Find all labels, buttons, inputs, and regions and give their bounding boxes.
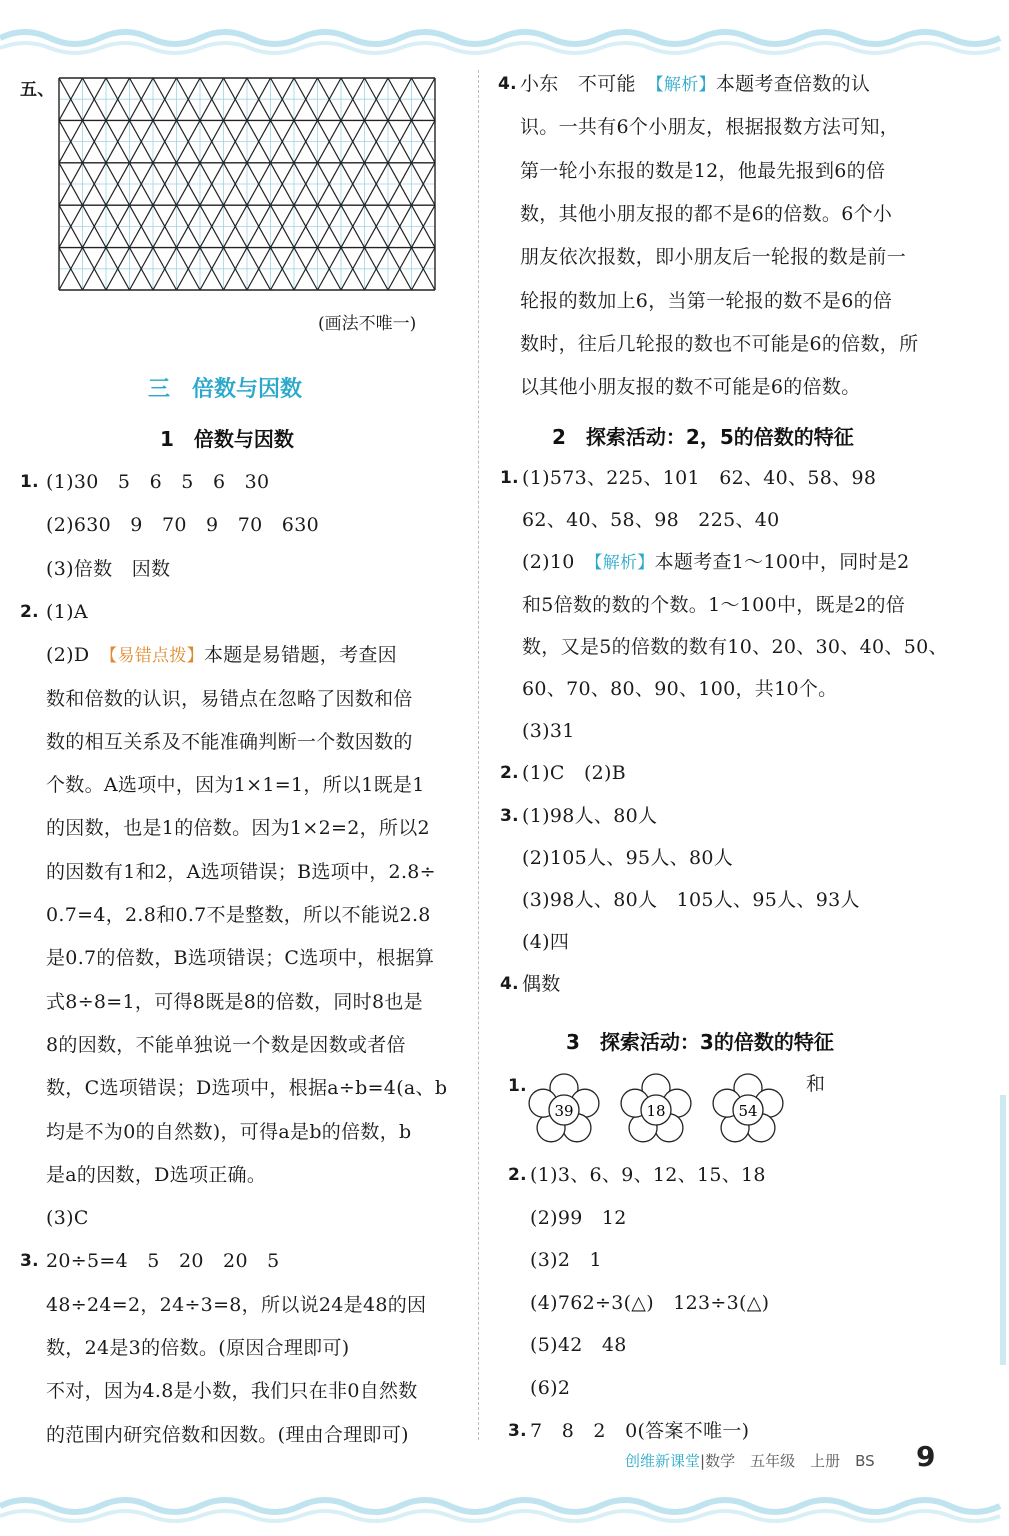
answer-line <box>46 1423 409 1447</box>
answer-line <box>46 860 436 884</box>
triangle-grid-figure <box>57 76 437 292</box>
answer-text: 不对，因为4.8是小数，我们只在非0自然数 <box>46 1380 418 1403</box>
answer-line <box>522 466 876 490</box>
section-2-title: 2 探索活动：2，5的倍数的特征 <box>552 425 854 449</box>
answer-text: (3)倍数 因数 <box>46 557 171 580</box>
answer-line <box>522 719 575 743</box>
answer-text: (5)42 48 <box>530 1334 627 1357</box>
answer-line <box>46 990 423 1014</box>
answer-line <box>520 245 906 269</box>
answer-text: (2)630 9 70 9 70 630 <box>46 514 319 537</box>
answer-line <box>46 1336 350 1360</box>
answer-text: 20÷5=4 5 20 20 5 <box>46 1250 280 1273</box>
question-number: 2. <box>500 763 519 784</box>
section-1-title: 1 倍数与因数 <box>160 427 294 451</box>
answer-line <box>522 972 561 996</box>
answer-text: 数，又是5的倍数的数有10、20、30、40、50、 <box>522 635 948 658</box>
answer-text: 的因数，也是1的倍数。因为1×2=2，所以2 <box>46 817 430 840</box>
answer-line <box>46 1206 89 1230</box>
answer-line <box>522 804 657 828</box>
answer-line <box>522 761 626 785</box>
bottom-wave-decoration <box>0 1488 1009 1532</box>
flower-figures <box>516 1068 786 1150</box>
q5-label: 五、 <box>20 80 55 100</box>
answer-line <box>530 1248 602 1272</box>
answer-text: 本题考查倍数的认 <box>715 73 871 95</box>
answer-text: (6)2 <box>530 1377 571 1399</box>
answer-text: (3)2 1 <box>530 1249 602 1272</box>
answer-line <box>46 903 431 927</box>
analysis-tag: 【解析】 <box>593 553 655 574</box>
answer-text: 数时，往后几轮报的数也不可能是6的倍数，所 <box>520 332 919 355</box>
answer-line <box>520 159 885 183</box>
answer-text: 数，24是3的倍数。(原因合理即可) <box>46 1337 350 1359</box>
page-footer <box>625 1450 875 1471</box>
answer-line <box>46 1076 447 1100</box>
answer-line <box>46 643 397 668</box>
answer-text: 偶数 <box>522 973 561 996</box>
answer-line <box>520 72 870 97</box>
answer-line <box>46 1163 266 1187</box>
answer-line <box>522 635 948 659</box>
answer-prefix: (2)10 <box>522 551 594 574</box>
answer-text: 是a的因数，D选项正确。 <box>46 1163 267 1186</box>
answer-text: 数和倍数的认识，易错点在忽略了因数和倍 <box>46 687 413 710</box>
answer-text: (1)C (2)B <box>522 762 627 785</box>
flower-number: 39 <box>554 1102 574 1120</box>
answer-text: (4)762÷3(△) 123÷3(△) <box>530 1291 770 1314</box>
answer-text: 的因数有1和2，A选项错误；B选项中，2.8÷ <box>46 860 436 883</box>
drawing-note: (画法不唯一) <box>318 314 417 334</box>
answer-line <box>46 1033 406 1057</box>
answer-line <box>520 202 892 226</box>
question-number: 1. <box>20 472 39 492</box>
question-number: 3. <box>500 805 519 826</box>
answer-text: 第一轮小东报的数是12，他最先报到6的倍 <box>520 159 886 182</box>
answer-text: 以其他小朋友报的数不可能是6的倍数。 <box>520 376 861 399</box>
answer-text: (1)A <box>46 600 88 623</box>
answer-line <box>46 600 88 624</box>
answer-text: (3)31 <box>522 720 575 743</box>
answer-text: 48÷24=2，24÷3=8，所以说24是48的因 <box>46 1293 427 1316</box>
analysis-tag: 【解析】 <box>655 75 716 95</box>
answer-text: (4)四 <box>522 931 570 954</box>
answer-text: 的范围内研究倍数和因数。(理由合理即可) <box>46 1423 409 1446</box>
answer-text: 轮报的数加上6，当第一轮报的数不是6的倍 <box>520 289 893 312</box>
answer-line <box>522 930 569 954</box>
question-number: 3. <box>508 1420 527 1441</box>
answer-text: 60、70、80、90、100，共10个。 <box>522 678 838 700</box>
answer-text: 和5倍数的数的个数。1～100中，既是2的倍 <box>522 593 906 616</box>
answer-text: 识。一共有6个小朋友，根据报数方法可知， <box>520 116 900 139</box>
answer-text: 是0.7的倍数，B选项错误；C选项中，根据算 <box>46 947 435 970</box>
answer-line <box>530 1163 766 1187</box>
answer-line <box>522 846 733 870</box>
answer-line <box>46 513 319 537</box>
answer-text: (1)573、225、101 62、40、58、98 <box>522 467 877 489</box>
answer-line <box>46 946 434 970</box>
answer-line <box>46 773 425 797</box>
top-wave-decoration <box>0 16 1009 60</box>
answer-text: (1)30 5 6 5 6 30 <box>46 471 270 493</box>
question-number: 2. <box>20 601 39 622</box>
answer-line <box>520 115 899 139</box>
footer-info: |数学 五年级 上册 BS <box>700 1452 875 1470</box>
footer-brand: 创维新课堂 <box>625 1452 701 1470</box>
question-number: 4. <box>500 974 519 995</box>
answer-text: 式8÷8=1，可得8既是8的倍数，同时8也是 <box>46 990 423 1013</box>
answer-line <box>520 332 918 356</box>
answer-text: 数的相互关系及不能准确判断一个数因数的 <box>46 730 413 753</box>
answer-text: 数，C选项错误；D选项中，根据a÷b=4(a、b <box>46 1077 448 1100</box>
analysis-tag: 【易错点拨】 <box>108 646 204 667</box>
column-divider <box>478 70 479 1440</box>
flower-54 <box>713 1074 783 1142</box>
answer-line <box>522 550 910 575</box>
answer-line <box>530 1206 627 1230</box>
question-number: 1. <box>500 468 519 488</box>
answer-text: (3)C <box>46 1207 89 1230</box>
answer-line <box>522 677 837 701</box>
flower-39 <box>529 1074 599 1142</box>
answer-text: (3)98人、80人 105人、95人、93人 <box>522 889 860 911</box>
answer-text: 本题是易错题，考查因 <box>203 644 397 667</box>
answer-line <box>530 1291 769 1315</box>
answer-text: (2)105人、95人、80人 <box>522 846 734 869</box>
answer-line <box>46 470 269 494</box>
section-3-title: 3 探索活动：3的倍数的特征 <box>566 1030 834 1054</box>
flower-number: 18 <box>646 1102 666 1120</box>
answer-text: 0.7=4，2.8和0.7不是整数，所以不能说2.8 <box>46 904 431 926</box>
answer-line <box>46 557 170 581</box>
answer-text: 8的因数，不能单独说一个数是因数或者倍 <box>46 1033 406 1056</box>
question-number: 3. <box>20 1251 39 1272</box>
answer-text: 本题考查1～100中，同时是2 <box>654 551 910 574</box>
answer-line <box>520 289 892 313</box>
answer-line <box>530 1419 749 1443</box>
answer-text: (1)98人、80人 <box>522 804 658 827</box>
answer-line <box>46 1293 426 1317</box>
answer-line <box>522 888 860 912</box>
answer-line <box>522 593 905 617</box>
question-number: 4. <box>498 74 517 94</box>
answer-text: 个数。A选项中，因为1×1=1，所以1既是1 <box>46 774 425 797</box>
answer-prefix: (2)D <box>46 644 109 667</box>
answer-line <box>46 730 413 754</box>
answer-text: 7 8 2 0(答案不唯一) <box>530 1419 750 1442</box>
chapter-title: 三 倍数与因数 <box>148 377 303 402</box>
answer-prefix: 小东 不可能 <box>520 73 656 95</box>
flowers-and-text: 和 <box>806 1073 826 1095</box>
answer-line <box>520 375 861 399</box>
answer-text: 62、40、58、98 225、40 <box>522 509 780 532</box>
answer-line <box>46 1249 280 1273</box>
flower-number: 54 <box>738 1102 758 1120</box>
answer-text: (2)99 12 <box>530 1206 627 1229</box>
answer-text: 均是不为0的自然数)，可得a是b的倍数，b <box>46 1120 412 1143</box>
flower-18 <box>621 1074 691 1142</box>
answer-text: (1)3、6、9、12、15、18 <box>530 1164 766 1186</box>
answer-text: 数，其他小朋友报的都不是6的倍数。6个小 <box>520 202 893 225</box>
question-number: 2. <box>508 1165 527 1185</box>
answer-line <box>46 816 430 840</box>
answer-line <box>530 1333 627 1357</box>
answer-line <box>522 508 780 532</box>
sec3-q1-label: 1. <box>508 1076 527 1096</box>
answer-text: 朋友依次报数，即小朋友后一轮报的数是前一 <box>520 246 907 269</box>
side-color-bar <box>1000 1095 1006 1365</box>
page-number: 9 <box>916 1440 936 1473</box>
answer-line <box>46 1120 411 1144</box>
answer-line <box>46 1379 418 1403</box>
answer-line <box>46 687 413 711</box>
answer-line <box>530 1376 570 1400</box>
